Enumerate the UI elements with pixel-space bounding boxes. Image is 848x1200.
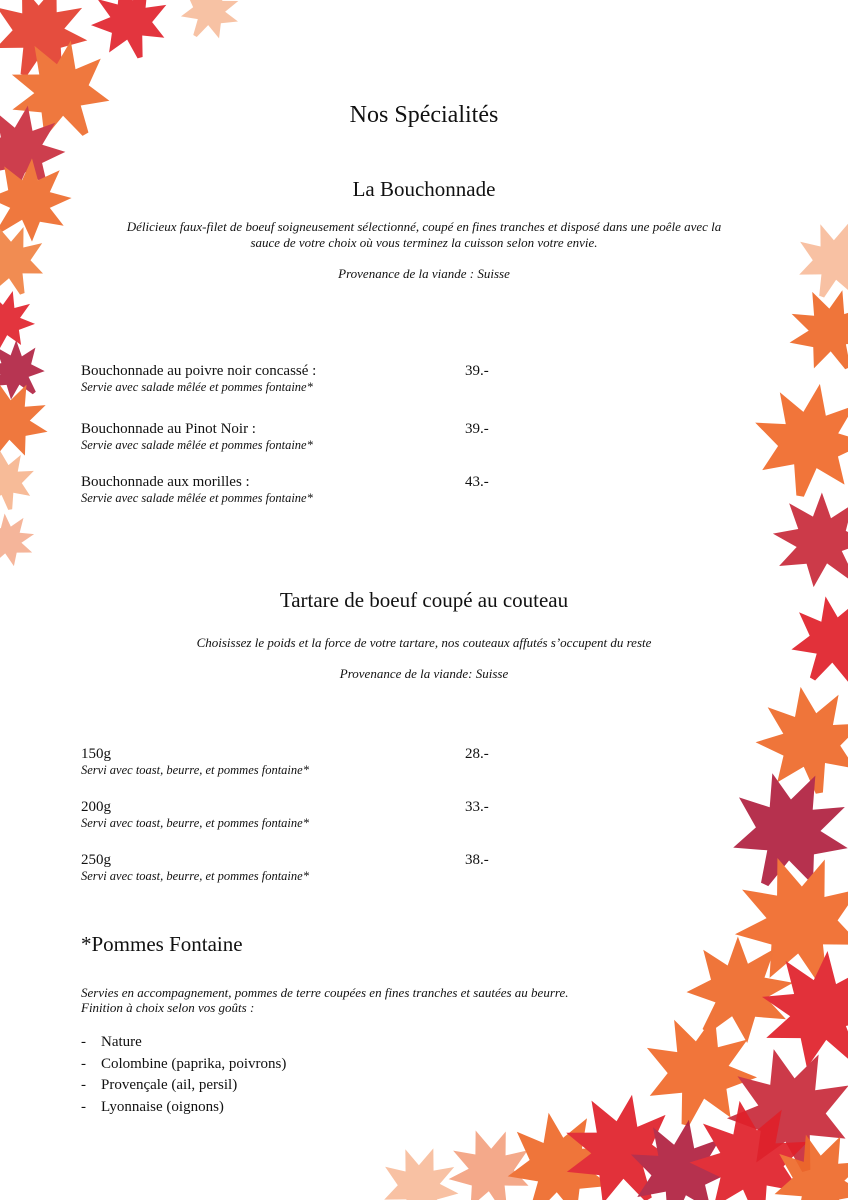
bouchonnade-description-line2: sauce de votre choix où vous terminez la cuisson selon votre envie. [250,235,598,250]
option-label: Nature [101,1034,142,1050]
item-name: Bouchonnade au poivre noir concassé : [81,363,317,379]
list-item [81,1097,286,1119]
option-label: Provençale (ail, persil) [101,1077,238,1093]
item-description: Servie avec salade mêlée et pommes fontaine* [81,491,313,505]
bouchonnade-origin: Provenance de la viande : Suisse [338,266,510,281]
item-name: 250g [81,852,111,868]
list-item [81,1075,286,1097]
item-description: Servie avec salade mêlée et pommes fontaine* [81,380,313,394]
page-title: Nos Spécialités [349,102,499,128]
pommes-description-line1: Servies en accompagnement, pommes de terre coupées en fines tranches et sautées au beurre. [81,985,569,1000]
option-label: Lyonnaise (oignons) [101,1098,224,1115]
menu-item [81,474,313,506]
menu-item [81,421,313,453]
menu-item [81,363,316,395]
item-price: 28.- [465,746,489,762]
list-item [81,1054,286,1076]
dash: - [81,1098,86,1115]
dash: - [81,1034,86,1050]
tartare-origin: Provenance de la viande: Suisse [339,666,509,681]
bouchonnade-title: La Bouchonnade [352,177,496,201]
bouchonnade-description-line1: Délicieux faux-filet de boeuf soigneusement sélectionné, coupé en fines tranches et disposé dans une poêle avec la [126,219,722,234]
pommes-options-list [81,1032,286,1118]
bottom-leaves [370,1072,848,1200]
item-price: 39.- [465,421,489,437]
menu-item [81,852,309,884]
item-name: Bouchonnade aux morilles : [81,474,250,490]
menu-item [81,746,309,778]
item-name: 150g [81,746,111,762]
list-item [81,1032,286,1054]
item-description: Servie avec salade mêlée et pommes fontaine* [81,438,313,452]
item-price: 39.- [465,363,489,379]
item-price: 38.- [465,852,489,868]
menu-item [81,799,309,831]
item-name: 200g [81,799,111,815]
tartare-title: Tartare de boeuf coupé au couteau [279,588,569,612]
item-description: Servi avec toast, beurre, et pommes fontaine* [81,816,309,830]
item-description: Servi avec toast, beurre, et pommes fontaine* [81,763,309,777]
item-description: Servi avec toast, beurre, et pommes fontaine* [81,869,309,883]
pommes-description-line2: Finition à choix selon vos goûts : [81,1000,255,1015]
option-label: Colombine (paprika, poivrons) [101,1055,287,1072]
pommes-title: *Pommes Fontaine [81,932,243,956]
item-price: 33.- [465,799,489,815]
item-name: Bouchonnade au Pinot Noir : [81,421,256,437]
item-price: 43.- [465,474,489,490]
dash: - [81,1077,86,1093]
dash: - [81,1055,86,1072]
tartare-description: Choisissez le poids et la force de votre tartare, nos couteaux affutés s’occupent du reste [196,635,652,650]
right-leaves [630,210,848,1187]
